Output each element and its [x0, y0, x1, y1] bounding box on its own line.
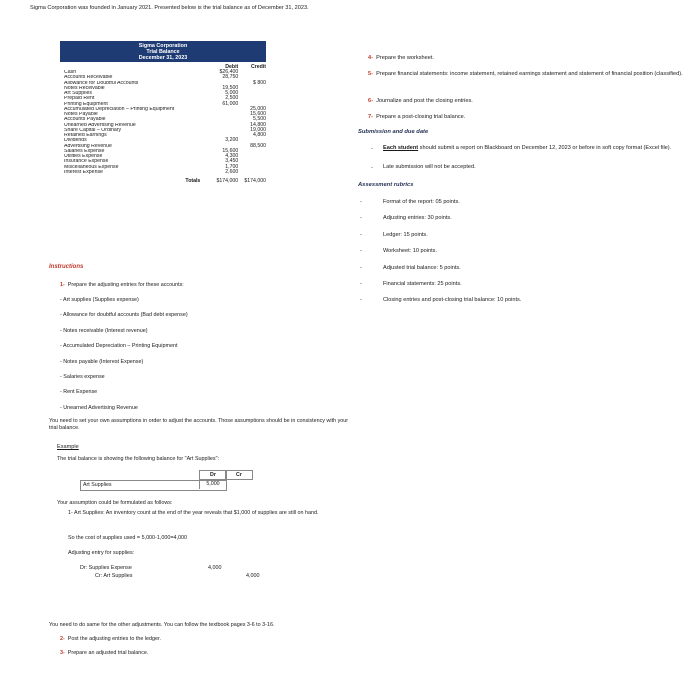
step-5-text: Prepare financial statements: income statement, retained earnings statement and statement of financial position (classified). [376, 71, 683, 77]
tb-account: Dividends [64, 138, 87, 144]
tb-credit: $ 800 [253, 79, 266, 86]
assumption-number: 1- [68, 510, 73, 516]
tb-account: Notes Receivable [64, 85, 105, 91]
submission-bullet-2: - [371, 165, 373, 171]
tb-credit: 15,600 [250, 111, 266, 117]
step-3-text: Prepare an adjusted trial balance. [67, 650, 149, 656]
tb-debit: 4,300 [225, 153, 239, 159]
rubric-bullet: - [360, 215, 362, 222]
entry-debit-value: 4,000 [208, 565, 222, 571]
tb-credit: 5,500 [253, 116, 266, 123]
step-1 [60, 282, 184, 288]
rubric-item: Ledger: 15 points. [383, 231, 428, 238]
step-2 [60, 636, 161, 642]
adjust-account-item: - Rent Expense [60, 389, 98, 396]
right-step-6 [368, 98, 683, 105]
tb-account: Share Capital – Ordinary [64, 127, 122, 133]
tb-account: Unearned Advertising Revenue [64, 122, 136, 128]
tb-debit: 3,200 [225, 137, 239, 144]
instructions-title: Instructions [49, 264, 84, 270]
tb-credit: 25,000 [250, 105, 266, 112]
tb-debit: 19,500 [222, 84, 239, 91]
tb-row [60, 170, 266, 175]
trial-balance-table [60, 41, 266, 184]
right-step-4 [368, 55, 683, 62]
rubric-bullet: - [360, 231, 362, 238]
step-7-number: 7- [368, 114, 373, 120]
submission-1 [383, 145, 688, 152]
tb-account: Cash [64, 70, 77, 75]
tb-account: Utilities Expense [64, 154, 103, 159]
rubric-item: Worksheet: 10 points. [383, 248, 437, 255]
tb-account: Accounts Receivable [64, 75, 113, 81]
adjust-account-item: - Accumulated Depreciation – Printing Equipment [60, 343, 178, 350]
debit-header: Debit [225, 64, 239, 70]
tb-debit: 2,500 [225, 95, 239, 102]
tb-total-row [60, 178, 266, 184]
tb-rows [60, 70, 266, 175]
tb-account: Miscellaneous Expense [64, 164, 119, 170]
total-debit: $174,000 [216, 178, 239, 184]
tb-debit: 1,700 [225, 163, 239, 170]
rubric-item: Format of the report: 05 points. [383, 199, 460, 205]
tb-credit: 19,000 [250, 126, 266, 133]
tb-account: Retained Earnings [64, 133, 107, 138]
step-4-number: 4- [368, 55, 373, 61]
tb-debit: 28,750 [222, 74, 239, 81]
step-1-text: Prepare the adjusting entries for these accounts: [67, 282, 184, 288]
entry-credit-value: 4,000 [246, 573, 260, 579]
tb-debit: 61,000 [222, 100, 239, 107]
rubric-item: Adjusted trial balance: 5 points. [383, 264, 461, 271]
assumption-item [68, 510, 348, 517]
example-dr-header: Dr [199, 470, 227, 480]
example-value: 5,000 [199, 480, 226, 489]
rubric-bullet: - [360, 264, 362, 271]
step-2-number: 2- [60, 636, 65, 642]
rubrics-title: Assessment rubrics [358, 182, 414, 188]
tb-title: Trial Balance [146, 49, 180, 55]
tb-account: Prepaid Rent [64, 96, 95, 102]
tb-account: Accounts Payable [64, 117, 106, 123]
submission-title: Submission and due date [358, 129, 429, 135]
right-step-5 [368, 71, 683, 78]
example-title: Example [57, 444, 79, 450]
tb-account: Printing Equipment [64, 101, 108, 107]
entry-credit: Cr: Art Supplies [95, 573, 133, 579]
credit-header: Credit [250, 64, 266, 70]
step-7-text: Prepare a post-closing trial balance. [376, 114, 466, 120]
entry-debit: Dr: Supplies Expense [80, 565, 132, 571]
tb-account: Salaries Expense [64, 148, 105, 154]
tb-account: Allowance for Doubtful Accounts [64, 80, 139, 86]
adjust-account-item: - Notes payable (Interest Expense) [60, 358, 144, 365]
step-3 [60, 650, 148, 656]
adjust-account-item: - Unearned Advertising Revenue [60, 404, 138, 411]
adjust-account-item: - Notes receivable (Interest revenue) [60, 327, 148, 334]
step-5-number: 5- [368, 71, 373, 77]
tb-account: Art Supplies [64, 91, 92, 96]
tb-account: Advertising Revenue [64, 143, 112, 149]
tb-credit [238, 170, 266, 175]
same-adjustments-text: You need to do same for the other adjustments. You can follow the textbook pages 3-6 to 3-16. [49, 622, 275, 628]
tb-debit: 5,000 [225, 90, 239, 96]
rubric-bullet: - [360, 248, 362, 255]
tb-credit: 14,800 [250, 121, 266, 128]
rubric-bullet: - [360, 199, 362, 205]
rubric-bullet: - [360, 297, 362, 304]
assumptions-text: You need to set your own assumptions in order to adjust the accounts. Those assumptions should be in consistency with your trial balance. [49, 418, 349, 432]
trial-balance-header [60, 41, 266, 62]
submission-2: Late submission will not be accepted. [383, 164, 476, 170]
example-table [80, 470, 255, 492]
rubric-bullet: - [360, 281, 362, 287]
total-credit: $174,000 [244, 178, 266, 184]
step-1-number: 1- [60, 282, 65, 288]
example-cr-header: Cr [225, 470, 253, 480]
tb-debit: 3,450 [225, 158, 239, 165]
tb-date: December 31, 2023 [138, 55, 188, 61]
tb-debit: 2,600 [225, 168, 239, 175]
step-6-number: 6- [368, 98, 373, 104]
tb-account: Insurance Expense [64, 159, 109, 165]
totals-label: Totals [185, 178, 201, 184]
tb-account: Interest Expense [64, 169, 103, 175]
assumption-text: Art Supplies: An inventory count at the end of the year reveals that $1,000 of supplies are still on hand. [74, 510, 319, 516]
cost-text: So the cost of supplies used = 5,000-1,000=4,000 [68, 535, 187, 541]
tb-account: Accumulated Depreciation – Printing Equipment [64, 106, 175, 112]
tb-credit: 4,800 [253, 132, 266, 138]
example-desc: The trial balance is showing the following balance for "Art Supplies": [57, 456, 220, 462]
formulated-text: Your assumption could be formulated as follows: [57, 500, 173, 506]
submission-bullet-1: - [371, 146, 373, 152]
submission-each-student: Each student [383, 145, 419, 151]
right-step-7 [368, 114, 683, 121]
rubric-item: Adjusting entries: 30 points. [383, 215, 452, 222]
step-2-text: Post the adjusting entries to the ledger. [67, 636, 161, 642]
entry-label: Adjusting entry for supplies: [68, 550, 135, 556]
tb-debit: 15,600 [222, 147, 239, 154]
tb-credit: 88,500 [250, 142, 266, 149]
example-account: Art Supplies [83, 482, 112, 488]
adjust-account-item: - Allowance for doubtful accounts (Bad debt expense) [60, 312, 188, 319]
tb-debit: $26,400 [219, 69, 239, 75]
step-3-number: 3- [60, 650, 65, 656]
rubric-item: Financial statements: 25 points. [383, 281, 462, 287]
adjust-account-item: - Salaries expense [60, 374, 105, 380]
rubric-item: Closing entries and post-closing trial balance: 10 points. [383, 297, 522, 304]
company-name: Sigma Corporation [138, 43, 188, 49]
adjust-account-item: - Art supplies (Supplies expense) [60, 297, 139, 303]
submission-1-text: should submit a report on Blackboard on December 12, 2023 or before in soft copy format (Excel file). [418, 145, 672, 151]
step-4-text: Prepare the worksheet. [376, 55, 434, 61]
intro-text: Sigma Corporation was founded in January 2021. Presented below is the trial balance as of December 31, 2023. [30, 5, 309, 11]
step-6-text: Journalize and post the closing entries. [376, 98, 473, 104]
tb-account: Notes Payable [64, 112, 98, 117]
